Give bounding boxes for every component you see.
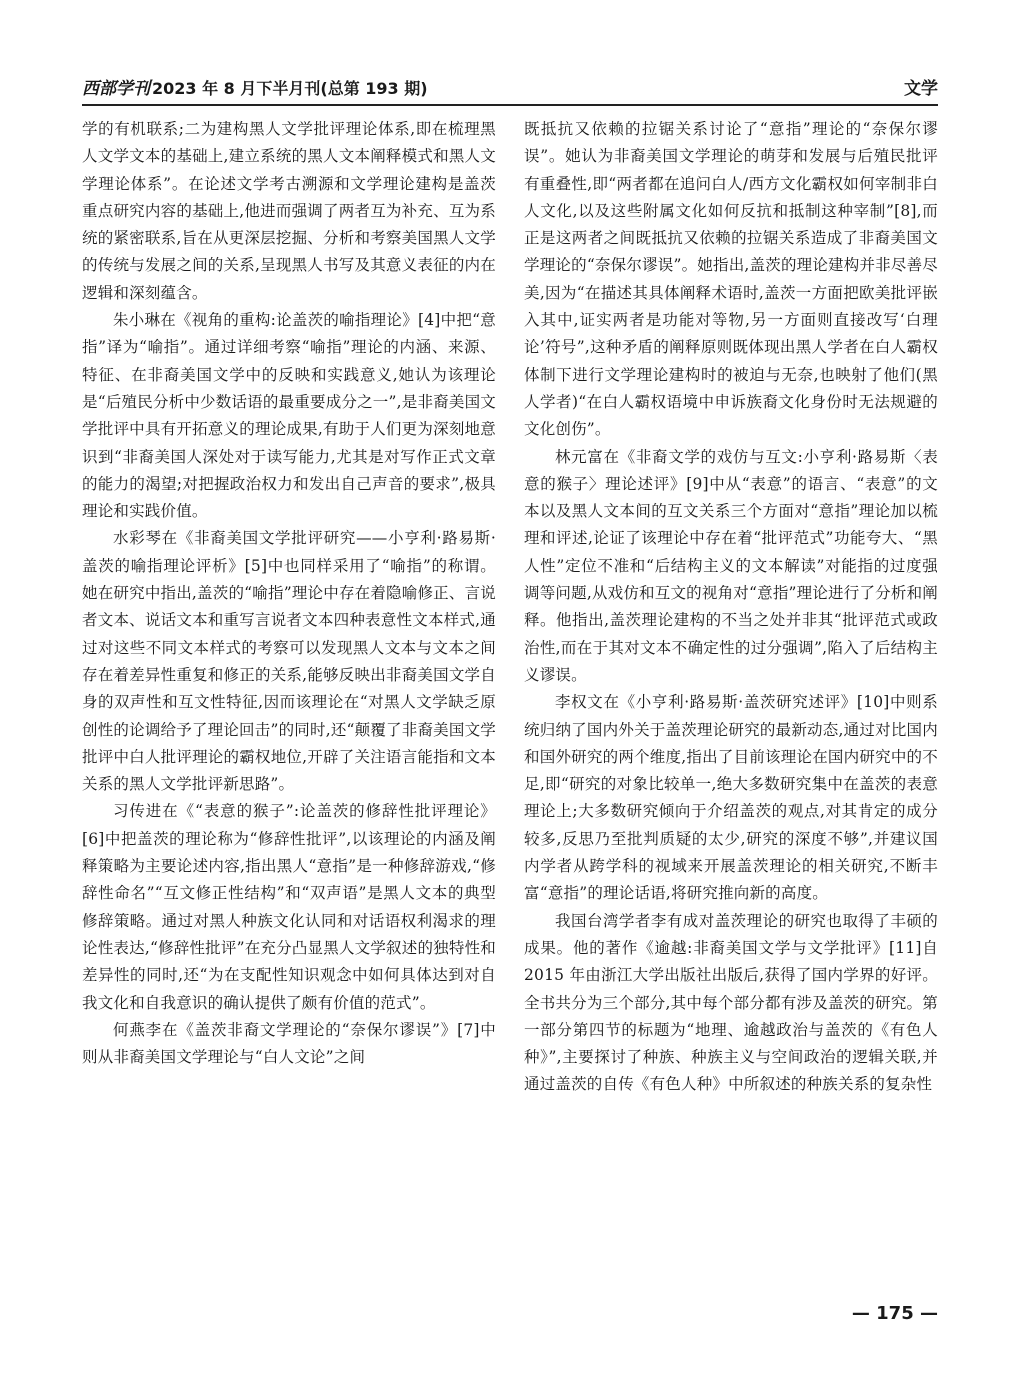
section-label: 文学 — [904, 79, 938, 99]
running-header — [82, 72, 938, 106]
left-column — [82, 116, 496, 1071]
paragraph: 李权文在《小亨利·路易斯·盖茨研究述评》[10]中则系统归纳了国内外关于盖茨理论研究的最新动态,通过对比国内和国外研究的两个维度,指出了目前该理论在国内研究中的不足,即“研究的对象比较单一,绝大多数研究集中在盖茨的表意理论上;大多数研究倾向于介绍盖茨的观点,对其肯定的成分较多,反思乃至批判质疑的太少,研究的深度不够”,并建议国内学者从跨学科的视域来开展盖茨理论的相关研究,不断丰富“意指”的理论话语,将研究推向新的高度。 — [524, 693, 938, 903]
paragraph: 水彩琴在《非裔美国文学批评研究——小亨利·路易斯·盖茨的喻指理论评析》[5]中也同样采用了“喻指”的称谓。她在研究中指出,盖茨的“喻指”理论中存在着隐喻修正、言说者文本、说话文本和重写言说者文本四种表意性文本样式,通过对这些不同文本样式的考察可以发现黑人文本与文本之间存在着差异性重复和修正的关系,能够反映出非裔美国文学自身的双声性和互文性特征,因而该理论在“对黑人文学缺乏原创性的论调给予了理论回击”的同时,还“颠覆了非裔美国文学批评中白人批评理论的霸权地位,开辟了关注语言能指和文本关系的黑人文学批评新思路”。 — [82, 529, 496, 794]
paragraph: 我国台湾学者李有成对盖茨理论的研究也取得了丰硕的成果。他的著作《逾越:非裔美国文学与文学批评》[11]自 2015 年由浙江大学出版社出版后,获得了国内学界的好评。全书共分为三个部分,其中每个部分都有涉及盖茨的研究。第一部分第四节的标题为“地理、逾越政治与盖茨的《有色人种》”,主要探讨了种族、种族主义与空间政治的逻辑关联,并通过盖茨的自传《有色人种》中所叙述的种族关系的复杂性 — [524, 911, 938, 1094]
journal-issue — [82, 74, 428, 99]
paragraph: 朱小琳在《视角的重构:论盖茨的喻指理论》[4]中把“意指”译为“喻指”。通过详细考察“喻指”理论的内涵、来源、特征、在非裔美国文学中的反映和实践意义,她认为该理论是“后殖民分析中少数话语的最重要成分之一”,是非裔美国文学批评中具有开拓意义的理论成果,有助于人们更为深刻地意识到“非裔美国人深处对于读写能力,尤其是对写作正式文章的能力的渴望;对把握政治权力和发出自己声音的要求”,极具理论和实践价值。 — [82, 311, 496, 521]
journal-logo: 西部学刊 — [82, 79, 150, 99]
paragraph: 何燕李在《盖茨非裔文学理论的“奈保尔谬误”》[7]中则从非裔美国文学理论与“白人文论”之间 — [82, 1020, 496, 1067]
paragraph: 林元富在《非裔文学的戏仿与互文:小亨利·路易斯〈表意的猴子〉理论述评》[9]中从“表意”的语言、“表意”的文本以及黑人文本间的互文关系三个方面对“意指”理论加以梳理和评述,论证了该理论中存在着“批评范式”功能夸大、“黑人性”定位不准和“后结构主义的文本解读”对能指的过度强调等问题,从戏仿和互文的视角对“意指”理论进行了分析和阐释。他指出,盖茨理论建构的不当之处并非其“批评范式或政治性,而在于其对文本不确定性的过分强调”,陷入了后结构主义谬误。 — [524, 447, 938, 684]
right-column — [524, 116, 938, 1099]
paragraph: 学的有机联系;二为建构黑人文学批评理论体系,即在梳理黑人文学文本的基础上,建立系统的黑人文本阐释模式和黑人文学理论体系”。在论述文学考古溯源和文学理论建构是盖茨重点研究内容的基础上,他进而强调了两者互为补充、互为系统的紧密联系,旨在从更深层挖掘、分析和考察美国黑人文学的传统与发展之间的关系,呈现黑人书写及其意义表征的内在逻辑和深刻蕴含。 — [82, 120, 496, 302]
paragraph: 既抵抗又依赖的拉锯关系讨论了“意指”理论的“奈保尔谬误”。她认为非裔美国文学理论的萌芽和发展与后殖民批评有重叠性,即“两者都在追问白人/西方文化霸权如何宰制非白人文化,以及这些附属文化如何反抗和抵制这种宰制”[8],而正是这两者之间既抵抗又依赖的拉锯关系造成了非裔美国文学理论的“奈保尔谬误”。她指出,盖茨的理论建构并非尽善尽美,因为“在描述其具体阐释术语时,盖茨一方面把欧美批评嵌入其中,证实两者是功能对等物,另一方面则直接改写‘白理论’符号”,这种矛盾的阐释原则既体现出黑人学者在白人霸权体制下进行文学理论建构时的被迫与无奈,也映射了他们(黑人学者)“在白人霸权语境中申诉族裔文化身份时无法规避的文化创伤”。 — [524, 120, 938, 439]
issue-info: 2023 年 8 月下半月刊(总第 193 期) — [152, 79, 428, 98]
page-number: — 175 — — [851, 1303, 938, 1324]
paragraph: 习传进在《“表意的猴子”:论盖茨的修辞性批评理论》[6]中把盖茨的理论称为“修辞性批评”,以该理论的内涵及阐释策略为主要论述内容,指出黑人“意指”是一种修辞游戏,“修辞性命名”“互文修正性结构”和“双声语”是黑人文本的典型修辞策略。通过对黑人种族文化认同和对话语权利渴求的理论性表达,“修辞性批评”在充分凸显黑人文学叙述的独特性和差异性的同时,还“为在支配性知识观念中如何具体达到对自我文化和自我意识的确认提供了颇有价值的范式”。 — [82, 802, 496, 1012]
